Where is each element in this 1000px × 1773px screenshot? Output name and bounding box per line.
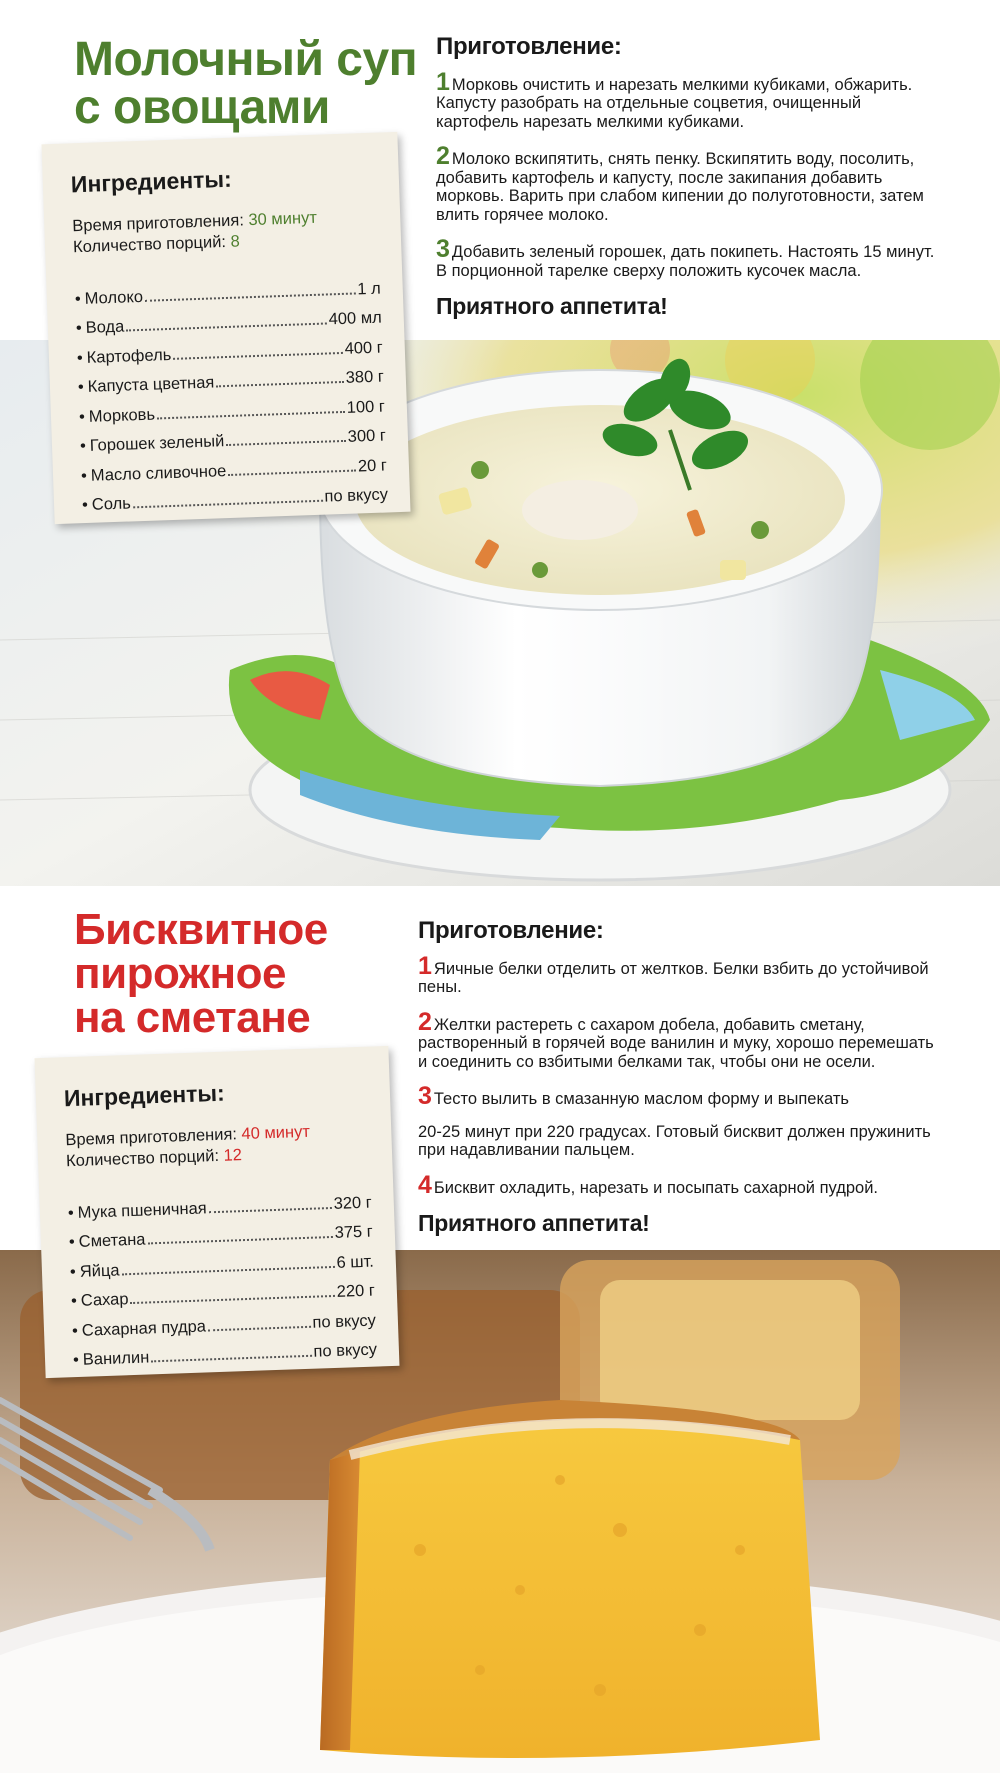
soup-title-line2: с овощами [74, 81, 330, 134]
step-text: Бисквит охладить, нарезать и посыпать сахарной пудрой. [433, 1178, 879, 1197]
cake-title-line2: пирожное [74, 949, 286, 998]
ingredient-item: • Соль по вкусу [81, 485, 389, 515]
ingredients-list [74, 269, 388, 516]
ingredient-item: • Капуста цветная 380 г [77, 367, 385, 397]
cooking-time-value: 30 минут [248, 208, 318, 230]
soup-ingredients-card [41, 132, 410, 524]
ingredient-name: Морковь [88, 405, 156, 426]
servings-label: Количество порций: [65, 1146, 220, 1170]
soup-step-2 [436, 142, 936, 224]
cake-step-1 [418, 951, 938, 997]
ingredient-name: Капуста цветная [87, 373, 215, 397]
step-text: Морковь очистить и нарезать мелкими кубиками, обжарить. Капусту разобрать на отдельные соцветия, очищенный картофель нарезать мелкими кубиками. [436, 75, 913, 131]
cake-step-3-continuation: 20-25 минут при 220 градусах. Готовый бисквит должен пружинить при надавливании пальцем. [418, 1122, 931, 1160]
servings-value: 12 [223, 1145, 243, 1165]
ingredient-qty: 380 г [345, 367, 385, 388]
soup-title [74, 33, 434, 134]
ingredient-qty: 1 л [357, 279, 382, 299]
cake-title [74, 905, 414, 1042]
step-text: Молоко вскипятить, снять пенку. Вскипятить воду, посолить, добавить картофель и капусту, после закипания добавить морковь. Варить при слабом кипении до полуготовности, затем влить горячее молоко. [436, 150, 924, 224]
step-number: 1 [436, 67, 450, 96]
ingredient-item: • Сметана 375 г [68, 1222, 374, 1252]
step-number: 3 [418, 1082, 432, 1111]
soup-step-1 [436, 67, 936, 131]
ingredient-name: Молоко [84, 287, 144, 308]
ingredient-item: • Сахар 220 г [70, 1281, 376, 1311]
ingredient-item: • Сахарная пудра по вкусу [71, 1311, 377, 1340]
step-text: Тесто вылить в смазанную маслом форму и выпекать [433, 1090, 850, 1109]
ingredient-name: Вода [85, 317, 125, 338]
ingredient-qty: 400 г [344, 338, 384, 358]
cake-step-4 [418, 1170, 938, 1199]
ingredient-item: • Мука пшеничная 320 г [67, 1193, 373, 1222]
soup-closing: Приятного аппетита! [436, 293, 668, 320]
ingredient-qty: 400 мл [328, 308, 383, 329]
ingredient-qty: 320 г [333, 1193, 373, 1213]
cake-step-3 [418, 1082, 938, 1111]
card-heading: Ингредиенты: [70, 165, 233, 198]
step-number: 3 [436, 235, 450, 264]
ingredient-item: • Молоко 1 л [74, 279, 382, 309]
cake-preparation [418, 918, 938, 1237]
ingredient-name: Горошек зеленый [89, 432, 225, 456]
soup-preparation [436, 34, 936, 320]
cake-closing: Приятного аппетита! [418, 1210, 650, 1237]
ingredient-name: Мука пшеничная [77, 1199, 207, 1222]
ingredient-qty: по вкусу [324, 485, 389, 506]
cooking-time-label: Время приготовления: [72, 211, 245, 236]
step-number: 4 [418, 1170, 432, 1199]
step-text: Добавить зеленый горошек, дать покипеть. Настоять 15 минут. В порционной тарелке сверху положить кусочек масла. [436, 243, 935, 280]
cake-title-line3: на сметане [74, 993, 311, 1042]
ingredient-qty: 100 г [346, 397, 386, 417]
ingredient-qty: 20 г [357, 456, 388, 476]
ingredient-qty: по вкусу [312, 1311, 377, 1332]
soup-step-3 [436, 235, 936, 280]
card-heading: Ингредиенты: [63, 1079, 226, 1112]
ingredient-name: Яйца [79, 1261, 120, 1281]
ingredient-qty: 6 шт. [336, 1252, 375, 1272]
soup-prep-heading: Приготовление: [436, 33, 622, 60]
ingredients-list [67, 1183, 377, 1371]
ingredient-item: • Яйца 6 шт. [69, 1252, 375, 1281]
ingredient-name: Сахар [80, 1290, 129, 1311]
cake-ingredients-card [35, 1046, 400, 1378]
step-text: Желтки растереть с сахаром добела, добавить сметану, растворенный в горячей воде ванилин и муку, хорошо перемешать и соединить со взбитыми белками так, чтобы они не осели. [418, 1015, 934, 1071]
ingredient-name: Сметана [78, 1230, 146, 1252]
step-number: 2 [436, 142, 450, 171]
ingredient-name: Картофель [86, 345, 172, 367]
ingredient-item: • Морковь 100 г [78, 397, 386, 426]
ingredient-name: Ванилин [82, 1348, 150, 1370]
cooking-time-label: Время приготовления: [65, 1125, 238, 1150]
step-number: 2 [418, 1007, 432, 1036]
ingredient-item: • Масло сливочное 20 г [80, 456, 388, 485]
ingredient-item: • Горошек зеленый 300 г [79, 426, 387, 456]
soup-title-line1: Молочный суп [74, 33, 418, 86]
step-text: Яичные белки отделить от желтков. Белки взбить до устойчивой пены. [418, 959, 929, 997]
ingredient-qty: 375 г [334, 1222, 374, 1243]
ingredient-qty: 300 г [347, 426, 387, 447]
cake-step-2 [418, 1007, 938, 1071]
ingredient-name: Масло сливочное [90, 461, 227, 485]
ingredient-name: Сахарная пудра [81, 1317, 207, 1340]
step-number: 1 [418, 951, 432, 980]
cooking-time-value: 40 минут [241, 1122, 311, 1144]
servings-label: Количество порций: [72, 232, 227, 256]
servings-value: 8 [230, 232, 241, 251]
ingredient-item: • Ванилин по вкусу [72, 1340, 378, 1370]
ingredient-qty: по вкусу [313, 1340, 378, 1361]
ingredient-item: • Вода 400 мл [75, 308, 383, 338]
cake-title-line1: Бисквитное [74, 905, 328, 954]
cake-prep-heading: Приготовление: [418, 917, 604, 944]
ingredient-qty: 220 г [336, 1281, 376, 1302]
ingredient-name: Соль [91, 494, 132, 515]
ingredient-item: • Картофель 400 г [76, 338, 384, 367]
